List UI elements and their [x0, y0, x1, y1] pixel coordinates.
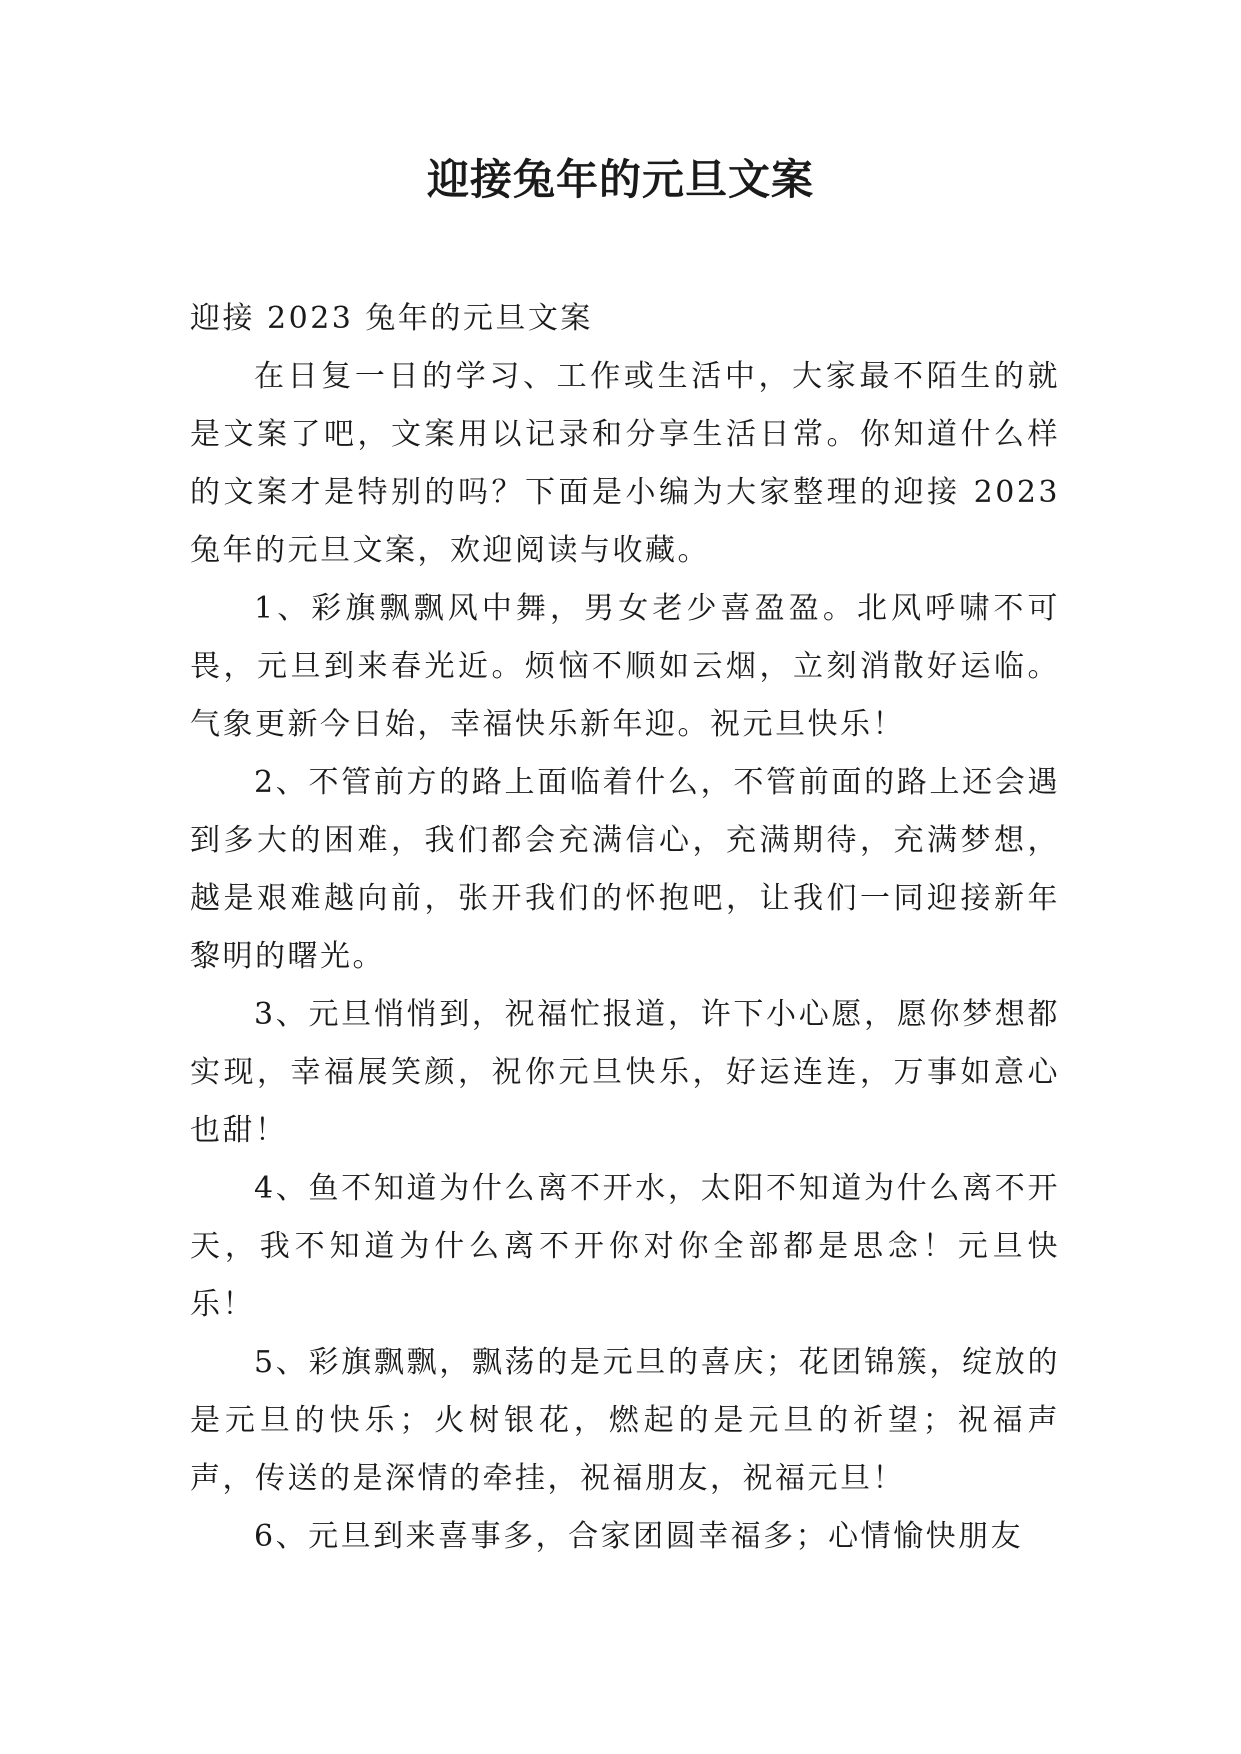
- document-title: 迎接兔年的元旦文案: [426, 155, 814, 204]
- paragraph-item-6: 6、元旦到来喜事多，合家团圆幸福多；心情愉快朋友: [254, 1519, 1024, 1554]
- paragraph-item-4: 4、鱼不知道为什么离不开水，太阳不知道为什么离不开天，我不知道为什么离不开你对你全部都是思念！元旦快乐！: [190, 1171, 1060, 1322]
- paragraph-item-5: 5、彩旗飘飘，飘荡的是元旦的喜庆；花团锦簇，绽放的是元旦的快乐；火树银花，燃起的是元旦的祈望；祝福声声，传送的是深情的牵挂，祝福朋友，祝福元旦！: [190, 1345, 1060, 1496]
- paragraph-item-2: 2、不管前方的路上面临着什么，不管前面的路上还会遇到多大的困难，我们都会充满信心，充满期待，充满梦想，越是艰难越向前，张开我们的怀抱吧，让我们一同迎接新年黎明的曙光。: [190, 765, 1060, 974]
- document-subtitle: 迎接 2023 兔年的元旦文案: [190, 301, 593, 336]
- paragraph-item-1: 1、彩旗飘飘风中舞，男女老少喜盈盈。北风呼啸不可畏，元旦到来春光近。烦恼不顺如云烟，立刻消散好运临。气象更新今日始，幸福快乐新年迎。祝元旦快乐！: [190, 591, 1060, 742]
- document-body: [190, 290, 1060, 1566]
- paragraph-intro: 在日复一日的学习、工作或生活中，大家最不陌生的就是文案了吧，文案用以记录和分享生活日常。你知道什么样的文案才是特别的吗？下面是小编为大家整理的迎接 2023 兔年的元旦文案，欢迎阅读与收藏。: [190, 359, 1060, 568]
- paragraph-item-3: 3、元旦悄悄到，祝福忙报道，许下小心愿，愿你梦想都实现，幸福展笑颜，祝你元旦快乐，好运连连，万事如意心也甜！: [190, 997, 1060, 1148]
